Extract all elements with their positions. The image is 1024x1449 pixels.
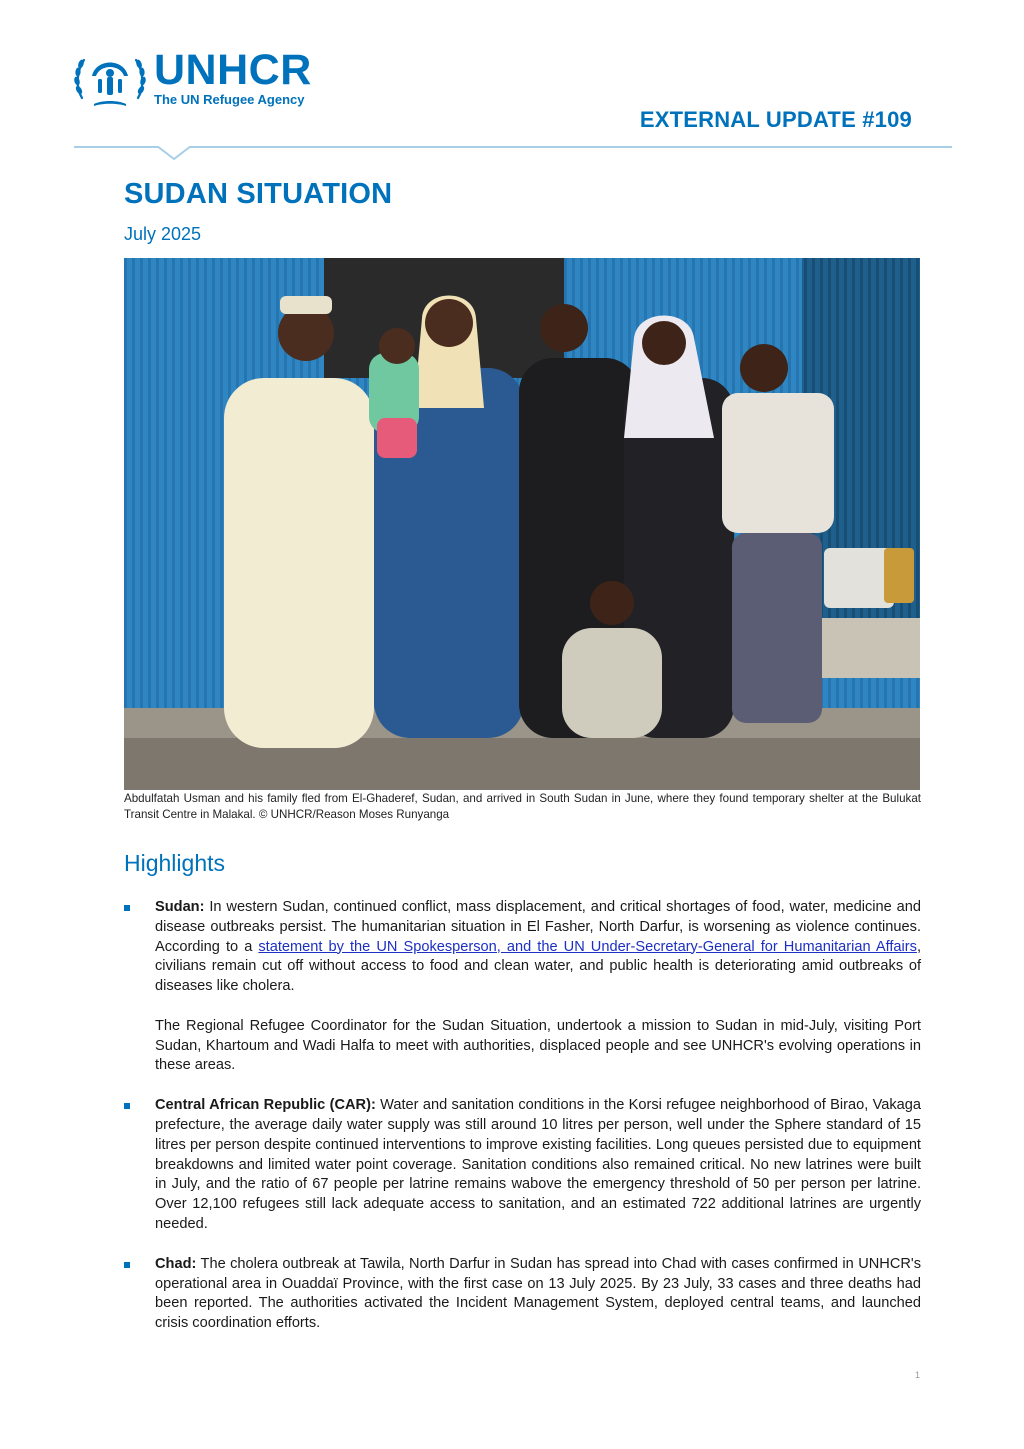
list-item-sudan [124,898,921,1076]
bullet-square-icon [124,905,130,911]
item-text-cont: , civilians remain cut off without access to food and clean water, and public health is deteriorating amid outbreaks of diseases like cholera. [155,938,921,995]
item-text: Water and sanitation conditions in the Korsi refugee neighborhood of Birao, Vakaga prefecture, the average daily water supply was still around 10 litres per person, well under the Sphere standard of 15 litres per person despite continued interventions to improve existing facilities. Long queues persisted due to equipment breakdowns and limited water point coverage. Sanitation conditions also remained critical. No new latrines were built in July, and the ratio of 67 people per latrine remains wabove the emergency threshold of 50 per person per latrine. Over 12,100 refugees still lack adequate access to sanitation, and an estimated 722 additional latrines are urgently needed. [155,1097,922,1232]
external-update-label: EXTERNAL UPDATE #109 [639,107,912,132]
item-label: Central African Republic (CAR): [155,1097,376,1114]
item-label: Chad: [155,1255,197,1272]
list-item-chad [124,1255,921,1334]
item-label: Sudan: [155,899,205,915]
bullet-square-icon [124,1103,130,1109]
unhcr-emblem-icon [72,46,148,112]
item-paragraph [155,898,921,997]
report-date: July 2025 [124,224,202,244]
page-title: SUDAN SITUATION [124,178,393,210]
item-paragraph [155,1255,921,1334]
cover-photo [124,258,920,790]
bullet-square-icon [124,1262,130,1268]
photo-caption: Abdulfatah Usman and his family fled from El-Ghaderef, Sudan, and arrived in South Sudan in June, where they found temporary shelter at the Bulukat Transit Centre in Malakal. © UNHCR/Reason Moses Runyanga [124,792,921,821]
org-name: UNHCR [154,46,312,94]
highlights-heading: Highlights [124,850,225,876]
unhcr-logo[interactable] [72,44,352,114]
list-item-car [124,1096,921,1235]
page-number: 1 [914,1370,920,1380]
highlights-list [124,898,921,1354]
item-text: The cholera outbreak at Tawila, North Darfur in Sudan has spread into Chad with cases confirmed in UNHCR's operational area in Ouaddaï Province, with the first case on 13 July 2025. By 23 July, 33 cases and three deaths had been reported. The authorities activated the Incident Management System, deployed central teams, and launched crisis coordination efforts. [155,1255,921,1332]
un-statement-link[interactable]: statement by the UN Spokesperson, and the UN Under-Secretary-General for Humanitarian Affairs [258,938,917,955]
item-paragraph [155,1096,921,1235]
item-extra-paragraph: The Regional Refugee Coordinator for the Sudan Situation, undertook a mission to Sudan in mid-July, visiting Port Sudan, Khartoum and Wadi Halfa to meet with authorities, displaced people and see UNHCR's evolving operations in these areas. [155,1017,921,1074]
org-tagline: The UN Refugee Agency [154,92,305,107]
header-divider [74,146,952,148]
item-text: In western Sudan, continued conflict, mass displacement, and critical shortages of food, water, medicine and disease outbreaks persist. The humanitarian situation in El Fasher, North Darfur, is worsening as violence continues. According to a [155,899,921,955]
